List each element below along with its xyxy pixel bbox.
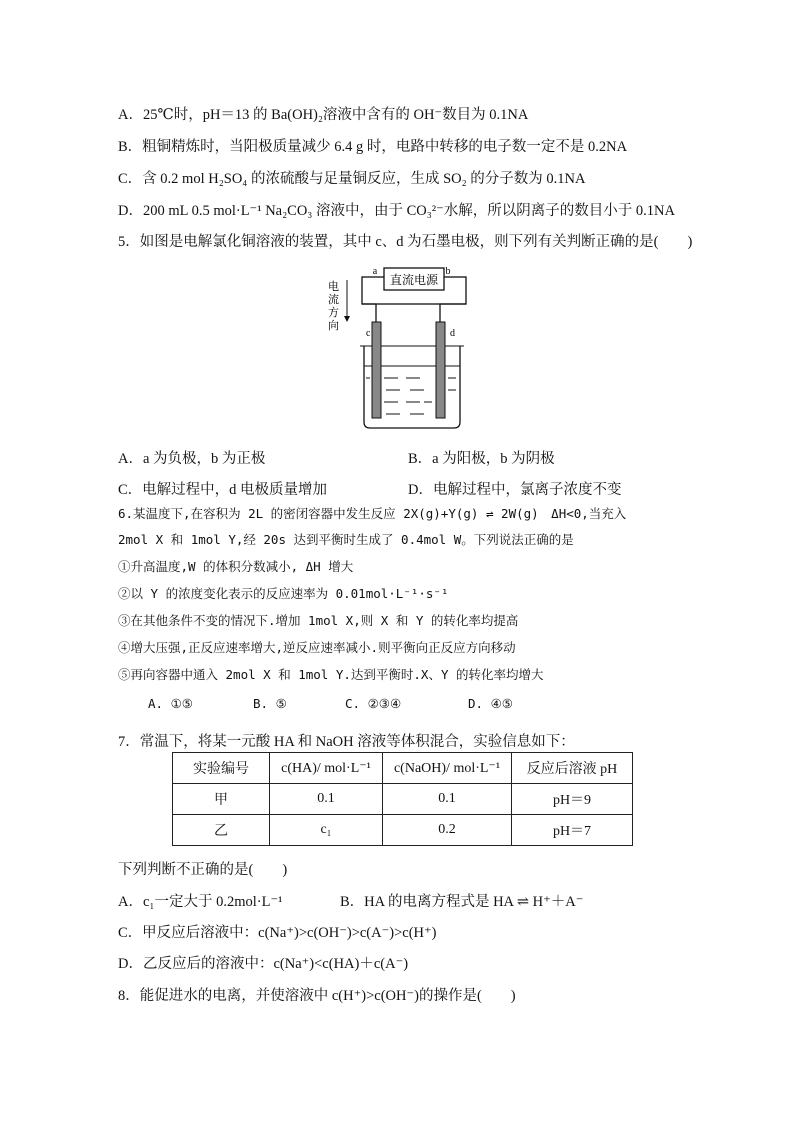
- q4-option-d: D．200 mL 0.5 mol·L⁻¹ Na₂CO₃ 溶液中，由于 CO₃²⁻水解，所以阴离子的数目小于 0.1NA: [118, 203, 675, 219]
- q4-option-a: A．25℃时，pH＝13 的 Ba(OH)₂溶液中含有的 OH⁻数目为 0.1NA: [118, 107, 529, 123]
- q6-stem-line1: 6.某温度下,在容积为 2L 的密闭容器中发生反应 2X(g)+Y(g) ⇌ 2W(g) ΔH<0,当充入: [118, 506, 627, 521]
- table-cell: pH＝9: [512, 784, 633, 815]
- q7-option-c: C．甲反应后溶液中：c(Na⁺)>c(OH⁻)>c(A⁻)>c(H⁺): [118, 925, 437, 941]
- current-direction-label: 电流方向: [328, 280, 339, 332]
- q7-option-a: A．c₁一定大于 0.2mol·L⁻¹: [118, 894, 283, 910]
- q5-option-a: A．a 为负极，b 为正极: [118, 451, 266, 467]
- q5-option-b: B．a 为阳极，b 为阴极: [408, 451, 555, 467]
- table-header: c(NaOH)/ mol·L⁻¹: [383, 753, 512, 784]
- electrode-c-label: c: [366, 328, 371, 339]
- electrolysis-diagram: [320, 260, 480, 435]
- table-cell: 0.1: [270, 784, 383, 815]
- table-cell: 0.1: [383, 784, 512, 815]
- arrow-down-icon: [344, 316, 350, 322]
- q6-option-a: A. ①⑤: [148, 696, 193, 711]
- q4-option-c: C．含 0.2 mol H₂SO₄ 的浓硫酸与足量铜反应，生成 SO₂ 的分子数为 0.1NA: [118, 171, 586, 187]
- table-cell: pH＝7: [512, 815, 633, 846]
- table-cell: 甲: [173, 784, 270, 815]
- q5-option-d: D．电解过程中，氯离子浓度不变: [408, 482, 622, 498]
- q6-statement-5: ⑤再向容器中通入 2mol X 和 1mol Y.达到平衡时.X、Y 的转化率均增大: [118, 667, 544, 682]
- q6-statement-2: ②以 Y 的浓度变化表示的反应速率为 0.01mol·L⁻¹·s⁻¹: [118, 586, 449, 601]
- q6-option-c: C. ②③④: [345, 696, 402, 711]
- electrode-d: [436, 322, 445, 418]
- experiment-table: [172, 752, 633, 846]
- q6-statement-4: ④增大压强,正反应速率增大,逆反应速率减小.则平衡向正反应方向移动: [118, 640, 516, 655]
- q6-statement-3: ③在其他条件不变的情况下.增加 1mol X,则 X 和 Y 的转化率均提高: [118, 613, 519, 628]
- electrode-c: [372, 322, 381, 418]
- q7-prompt: 下列判断不正确的是( ): [118, 862, 288, 878]
- table-header: c(HA)/ mol·L⁻¹: [270, 753, 383, 784]
- table-header-row: [173, 753, 633, 784]
- q7-stem: 7．常温下，将某一元酸 HA 和 NaOH 溶液等体积混合，实验信息如下：: [118, 734, 575, 750]
- q5-stem: 5．如图是电解氯化铜溶液的装置，其中 c、d 为石墨电极，则下列有关判断正确的是( ): [118, 234, 693, 250]
- table-cell: 乙: [173, 815, 270, 846]
- terminal-b-label: b: [445, 266, 451, 277]
- q5-option-c: C．电解过程中，d 电极质量增加: [118, 482, 328, 498]
- q6-stem-line2: 2mol X 和 1mol Y,经 20s 达到平衡时生成了 0.4mol W。下列说法正确的是: [118, 532, 574, 547]
- table-cell: 0.2: [383, 815, 512, 846]
- table-row: [173, 784, 633, 815]
- power-supply-label: 直流电源: [389, 273, 439, 287]
- terminal-a-label: a: [372, 266, 378, 277]
- q6-option-d: D. ④⑤: [468, 696, 513, 711]
- q7-option-d: D．乙反应后的溶液中：c(Na⁺)<c(HA)＋c(A⁻): [118, 956, 409, 972]
- q6-statement-1: ①升高温度,W 的体积分数减小, ΔH 增大: [118, 559, 354, 574]
- table-row: [173, 815, 633, 846]
- table-header: 实验编号: [173, 753, 270, 784]
- table-header: 反应后溶液 pH: [512, 753, 633, 784]
- q7-option-b: B．HA 的电离方程式是 HA ⇌ H⁺＋A⁻: [340, 894, 584, 910]
- electrode-d-label: d: [450, 328, 455, 339]
- q4-option-b: B．粗铜精炼时，当阳极质量减少 6.4 g 时，电路中转移的电子数一定不是 0.2NA: [118, 139, 628, 155]
- q8-stem: 8．能促进水的电离，并使溶液中 c(H⁺)>c(OH⁻)的操作是( ): [118, 988, 516, 1004]
- table-cell: c₁: [270, 815, 383, 846]
- q6-option-b: B. ⑤: [253, 696, 287, 711]
